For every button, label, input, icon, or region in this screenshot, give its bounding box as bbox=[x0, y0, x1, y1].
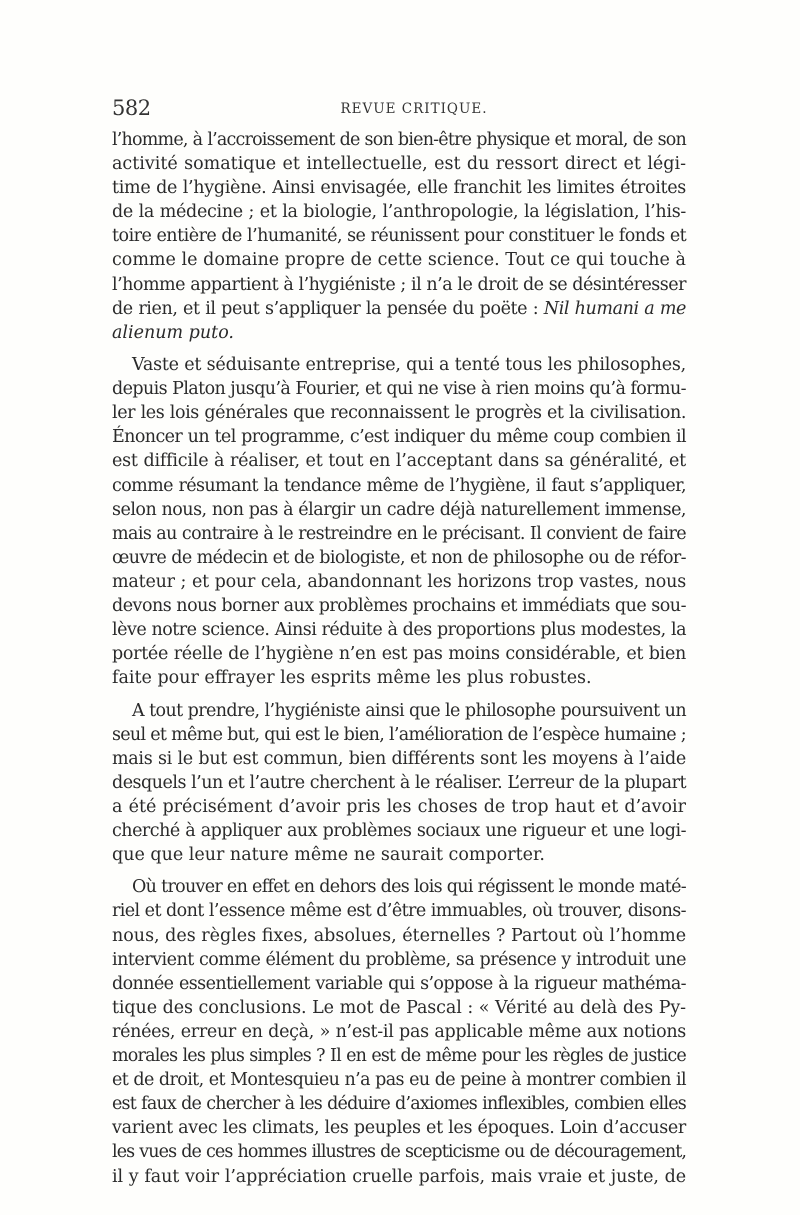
text-line: desquels l’un et l’autre cherchent à le réaliser. L’erreur de la plupart bbox=[112, 772, 686, 793]
latin-quote-part-1: Nil humani a me bbox=[543, 298, 687, 319]
quote-intro: de rien, et il peut s’appliquer la pensée du poëte : bbox=[112, 298, 539, 319]
text-line: ler les lois générales que reconnaissent le progrès et la civilisation. bbox=[112, 403, 686, 424]
paragraph-1 bbox=[112, 128, 686, 345]
text-line: comme résumant la tendance même de l’hygiène, il faut s’appliquer, bbox=[112, 475, 686, 496]
text-line: mais si le but est commun, bien différents sont les moyens à l’aide bbox=[112, 748, 686, 769]
text-line: seul et même but, qui est le bien, l’amélioration de l’espèce humaine ; bbox=[112, 724, 686, 745]
text-line: portée réelle de l’hygiène n’en est pas moins considérable, et bien bbox=[112, 644, 686, 665]
text-line: cherché à appliquer aux problèmes sociaux une rigueur et une logi- bbox=[112, 821, 686, 841]
text-line: faite pour effrayer les esprits même les plus robustes. bbox=[112, 668, 592, 689]
text-line: mateur ; et pour cela, abandonnant les horizons trop vastes, nous bbox=[112, 571, 686, 592]
text-line: rénées, erreur en deçà, » n’est-il pas applicable même aux notions bbox=[112, 1021, 686, 1042]
text-line: comme le domaine propre de cette science. Tout ce qui touche à bbox=[112, 250, 686, 271]
text-line-with-quote bbox=[112, 297, 686, 321]
text-line: mais au contraire à le restreindre en le précisant. Il convient de faire bbox=[112, 523, 686, 544]
text-line: depuis Platon jusqu’à Fourier, et qui ne vise à rien moins qu’à formu- bbox=[112, 379, 686, 400]
page-number: 582 bbox=[112, 96, 151, 120]
text-line: tique des conclusions. Le mot de Pascal : « Vérité au delà des Py- bbox=[112, 997, 686, 1018]
page-header bbox=[112, 96, 686, 122]
latin-quote-part-2: alienum puto. bbox=[112, 322, 234, 343]
text-line: Énoncer un tel programme, c’est indiquer du même coup combien il bbox=[112, 427, 686, 448]
text-line: devons nous borner aux problèmes prochains et immédiats que sou- bbox=[112, 595, 686, 616]
text-line: nous, des règles fixes, absolues, éternelles ? Partout où l’homme bbox=[112, 925, 687, 946]
text-line: lève notre science. Ainsi réduite à des proportions plus modestes, la bbox=[112, 620, 686, 641]
text-line: l’homme, à l’accroissement de son bien-être physique et moral, de son bbox=[112, 130, 686, 150]
text-line: œuvre de médecin et de biologiste, et non de philosophe ou de réfor- bbox=[112, 547, 686, 568]
text-line: toire entière de l’humanité, se réunissent pour constituer le fonds et bbox=[112, 226, 687, 247]
text-line: de la médecine ; et la biologie, l’anthropologie, la législation, l’his- bbox=[112, 202, 686, 223]
text-line: est faux de chercher à les déduire d’axiomes inflexibles, combien elles bbox=[112, 1094, 686, 1115]
text-line: il y faut voir l’appréciation cruelle parfois, mais vraie et juste, de bbox=[112, 1166, 686, 1187]
text-line: que que leur nature même ne saurait comporter. bbox=[112, 845, 545, 866]
text-line: Où trouver en effet en dehors des lois qui régissent le monde maté- bbox=[132, 877, 686, 898]
text-line: intervient comme élément du problème, sa présence y introduit une bbox=[112, 949, 686, 970]
paragraph-4 bbox=[112, 875, 686, 1188]
text-line: A tout prendre, l’hygiéniste ainsi que le philosophe poursuivent un bbox=[132, 700, 686, 721]
text-line: donnée essentiellement variable qui s’oppose à la rigueur mathéma- bbox=[112, 973, 686, 994]
text-line: les vues de ces hommes illustres de scepticisme ou de découragement, bbox=[112, 1142, 686, 1163]
text-line: est difficile à réaliser, et tout en l’acceptant dans sa généralité, et bbox=[112, 451, 686, 472]
text-line: et de droit, et Montesquieu n’a pas eu de peine à montrer combien il bbox=[112, 1070, 686, 1091]
body-text bbox=[112, 128, 686, 1197]
text-line: activité somatique et intellectuelle, est du ressort direct et légi- bbox=[112, 154, 686, 175]
text-line: selon nous, non pas à élargir un cadre déjà naturellement immense, bbox=[112, 499, 686, 520]
text-line: time de l’hygiène. Ainsi envisagée, elle franchit les limites étroites bbox=[112, 178, 686, 199]
text-line: riel et dont l’essence même est d’être immuables, où trouver, disons- bbox=[112, 901, 686, 922]
running-title: REVUE CRITIQUE. bbox=[340, 101, 488, 117]
paragraph-3 bbox=[112, 699, 686, 868]
paragraph-2 bbox=[112, 353, 686, 690]
text-line: varient avec les climats, les peuples et les époques. Loin d’accuser bbox=[112, 1118, 686, 1139]
text-line: a été précisément d’avoir pris les choses de trop haut et d’avoir bbox=[112, 796, 686, 817]
text-line: Vaste et séduisante entreprise, qui a tenté tous les philosophes, bbox=[132, 355, 686, 376]
text-line: l’homme appartient à l’hygiéniste ; il n’a le droit de se désintéresser bbox=[112, 274, 686, 295]
text-line: morales les plus simples ? Il en est de même pour les règles de justice bbox=[112, 1046, 686, 1067]
